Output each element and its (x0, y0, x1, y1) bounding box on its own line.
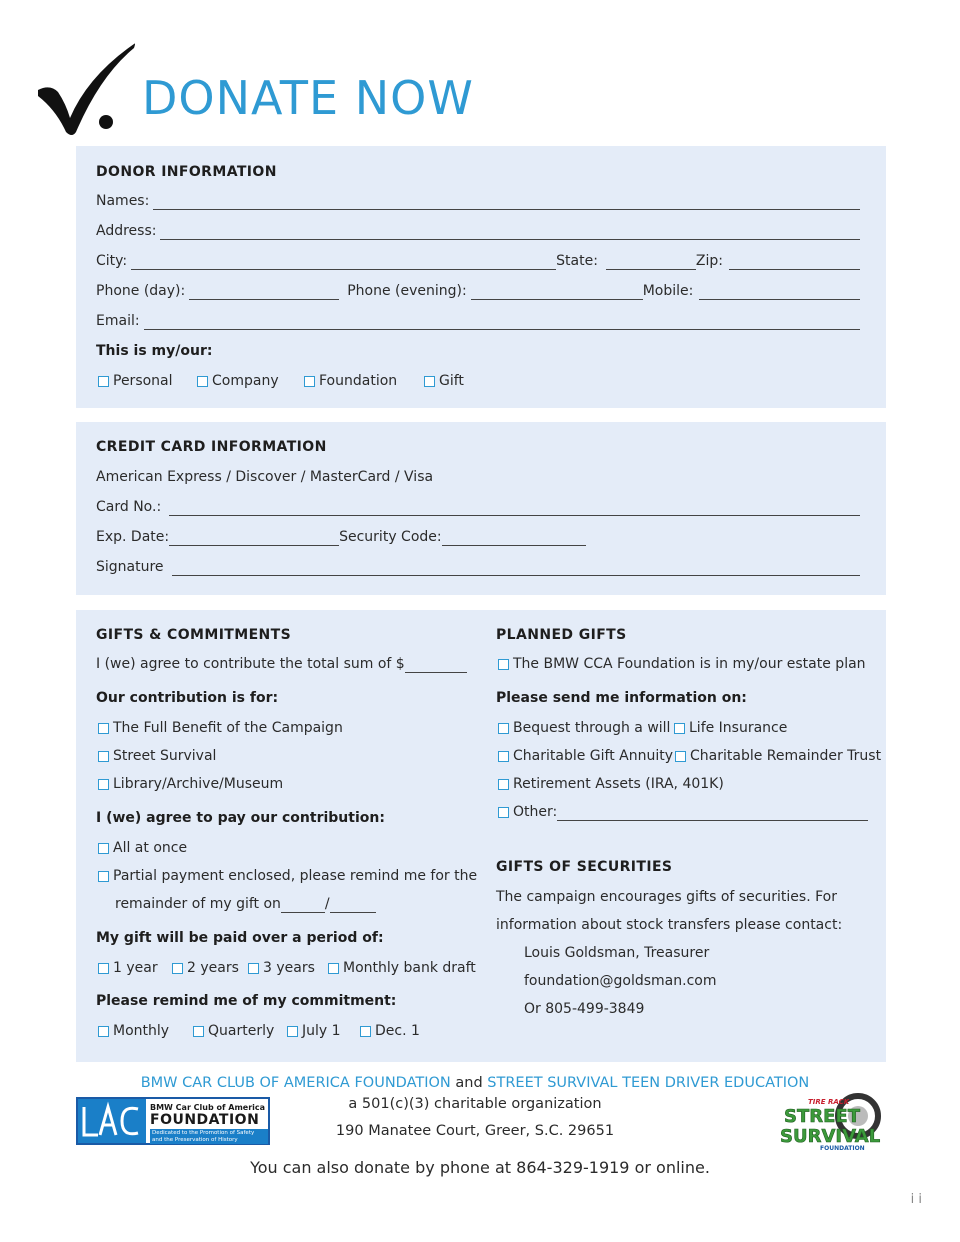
org-and: and (450, 1075, 488, 1091)
zip-field[interactable] (729, 256, 860, 270)
phone-day-label: Phone (day): (96, 283, 186, 299)
donor-heading: DONOR INFORMATION (96, 164, 277, 180)
contribution-amount-label: I (we) agree to contribute the total sum of $ (96, 656, 405, 672)
personal-checkbox[interactable]: Personal (98, 372, 197, 390)
company-checkbox[interactable]: Company (197, 372, 304, 390)
org-name-1: BMW CAR CLUB OF AMERICA FOUNDATION (140, 1075, 451, 1091)
exp-date-label: Exp. Date: (96, 529, 170, 545)
footer-organizations (0, 1075, 950, 1091)
street-survival-checkbox[interactable]: Street Survival (98, 747, 216, 765)
signature-field[interactable] (172, 562, 860, 576)
all-at-once-checkbox[interactable]: All at once (98, 839, 187, 857)
contact-phone: Or 805-499-3849 (524, 1001, 645, 1017)
phone-day-field[interactable] (189, 286, 339, 300)
donor-type-heading: This is my/our: (96, 343, 213, 359)
address-field[interactable] (160, 226, 860, 240)
security-code-field[interactable] (442, 532, 586, 546)
remainder-trust-checkbox[interactable]: Charitable Remainder Trust (675, 747, 881, 765)
street-survival-logo (778, 1092, 882, 1154)
securities-heading: GIFTS OF SECURITIES (496, 859, 673, 875)
org-name-2: STREET SURVIVAL TEEN DRIVER EDUCATION (487, 1075, 810, 1091)
names-label: Names: (96, 193, 150, 209)
city-field[interactable] (131, 256, 556, 270)
email-field[interactable] (144, 316, 860, 330)
remind-quarterly-checkbox[interactable]: Quarterly (193, 1022, 287, 1040)
securities-text-2: information about stock transfers please contact: (496, 917, 843, 933)
state-label: State: (556, 253, 598, 269)
remainder-label: remainder of my gift on (115, 896, 281, 912)
signature-label: Signature (96, 559, 164, 575)
donor-information-panel (76, 146, 886, 408)
other-checkbox[interactable]: Other: (498, 803, 557, 821)
names-field[interactable] (153, 196, 860, 210)
one-year-checkbox[interactable]: 1 year (98, 959, 172, 977)
address-label: Address: (96, 223, 157, 239)
credit-card-heading: CREDIT CARD INFORMATION (96, 439, 327, 455)
partial-payment-checkbox[interactable]: Partial payment enclosed, please remind me for the (98, 867, 477, 885)
charity-status: a 501(c)(3) charitable organization (348, 1096, 602, 1112)
other-field[interactable] (557, 807, 868, 821)
svg-text:SURVIVAL: SURVIVAL (780, 1126, 881, 1147)
period-heading: My gift will be paid over a period of: (96, 930, 384, 946)
gift-annuity-checkbox[interactable]: Charitable Gift Annuity (498, 747, 673, 765)
accepted-cards-text: American Express / Discover / MasterCard / Visa (96, 469, 434, 485)
two-years-checkbox[interactable]: 2 years (172, 959, 248, 977)
gifts-heading: GIFTS & COMMITMENTS (96, 627, 292, 643)
mobile-field[interactable] (699, 286, 860, 300)
email-label: Email: (96, 313, 140, 329)
donate-phone-text: You can also donate by phone at 864-329-1919 or online. (250, 1158, 710, 1177)
svg-text:FOUNDATION: FOUNDATION (820, 1145, 865, 1152)
checkmark-icon (36, 40, 140, 140)
send-info-heading: Please send me information on: (496, 690, 747, 706)
contribution-amount-field[interactable] (405, 659, 467, 673)
library-archive-checkbox[interactable]: Library/Archive/Museum (98, 775, 283, 793)
foundation-checkbox[interactable]: Foundation (304, 372, 424, 390)
remind-july-checkbox[interactable]: July 1 (287, 1022, 360, 1040)
page-number: i i (910, 1192, 922, 1207)
exp-date-field[interactable] (169, 532, 339, 546)
security-code-label: Security Code: (339, 529, 442, 545)
contact-name: Louis Goldsman, Treasurer (524, 945, 710, 961)
zip-label: Zip: (695, 253, 724, 269)
date-separator: / (324, 896, 330, 912)
bequest-checkbox[interactable]: Bequest through a will (498, 719, 670, 737)
remainder-month-field[interactable] (281, 899, 325, 913)
mobile-label: Mobile: (642, 283, 694, 299)
full-benefit-checkbox[interactable]: The Full Benefit of the Campaign (98, 719, 343, 737)
retirement-assets-checkbox[interactable]: Retirement Assets (IRA, 401K) (498, 775, 724, 793)
remind-monthly-checkbox[interactable]: Monthly (98, 1022, 193, 1040)
state-field[interactable] (606, 256, 696, 270)
bmw-cca-foundation-logo: BMW Car Club of America FOUNDATION Dedicated to the Promotion of Safety and the Preservation of History (76, 1097, 270, 1145)
svg-text:STREET: STREET (784, 1106, 860, 1127)
monthly-bank-draft-checkbox[interactable]: Monthly bank draft (328, 959, 476, 977)
remind-december-checkbox[interactable]: Dec. 1 (360, 1022, 420, 1040)
credit-card-panel (76, 422, 886, 595)
card-number-field[interactable] (169, 502, 860, 516)
svg-text:TIRE RACK: TIRE RACK (808, 1098, 850, 1106)
mailing-address: 190 Manatee Court, Greer, S.C. 29651 (335, 1123, 615, 1139)
estate-plan-checkbox[interactable]: The BMW CCA Foundation is in my/our estate plan (498, 655, 866, 673)
gift-checkbox[interactable]: Gift (424, 372, 464, 390)
gifts-panel (76, 610, 886, 1062)
planned-gifts-heading: PLANNED GIFTS (496, 627, 627, 643)
remind-heading: Please remind me of my commitment: (96, 993, 397, 1009)
life-insurance-checkbox[interactable]: Life Insurance (674, 719, 787, 737)
contact-email[interactable]: foundation@goldsman.com (524, 973, 717, 989)
remainder-year-field[interactable] (330, 899, 376, 913)
page-title: DONATE NOW (142, 71, 474, 125)
contribution-for-heading: Our contribution is for: (96, 690, 279, 706)
securities-text-1: The campaign encourages gifts of securities. For (496, 889, 837, 905)
city-label: City: (96, 253, 128, 269)
phone-evening-label: Phone (evening): (347, 283, 467, 299)
phone-evening-field[interactable] (471, 286, 643, 300)
pay-contribution-heading: I (we) agree to pay our contribution: (96, 810, 385, 826)
card-number-label: Card No.: (96, 499, 162, 515)
three-years-checkbox[interactable]: 3 years (248, 959, 328, 977)
